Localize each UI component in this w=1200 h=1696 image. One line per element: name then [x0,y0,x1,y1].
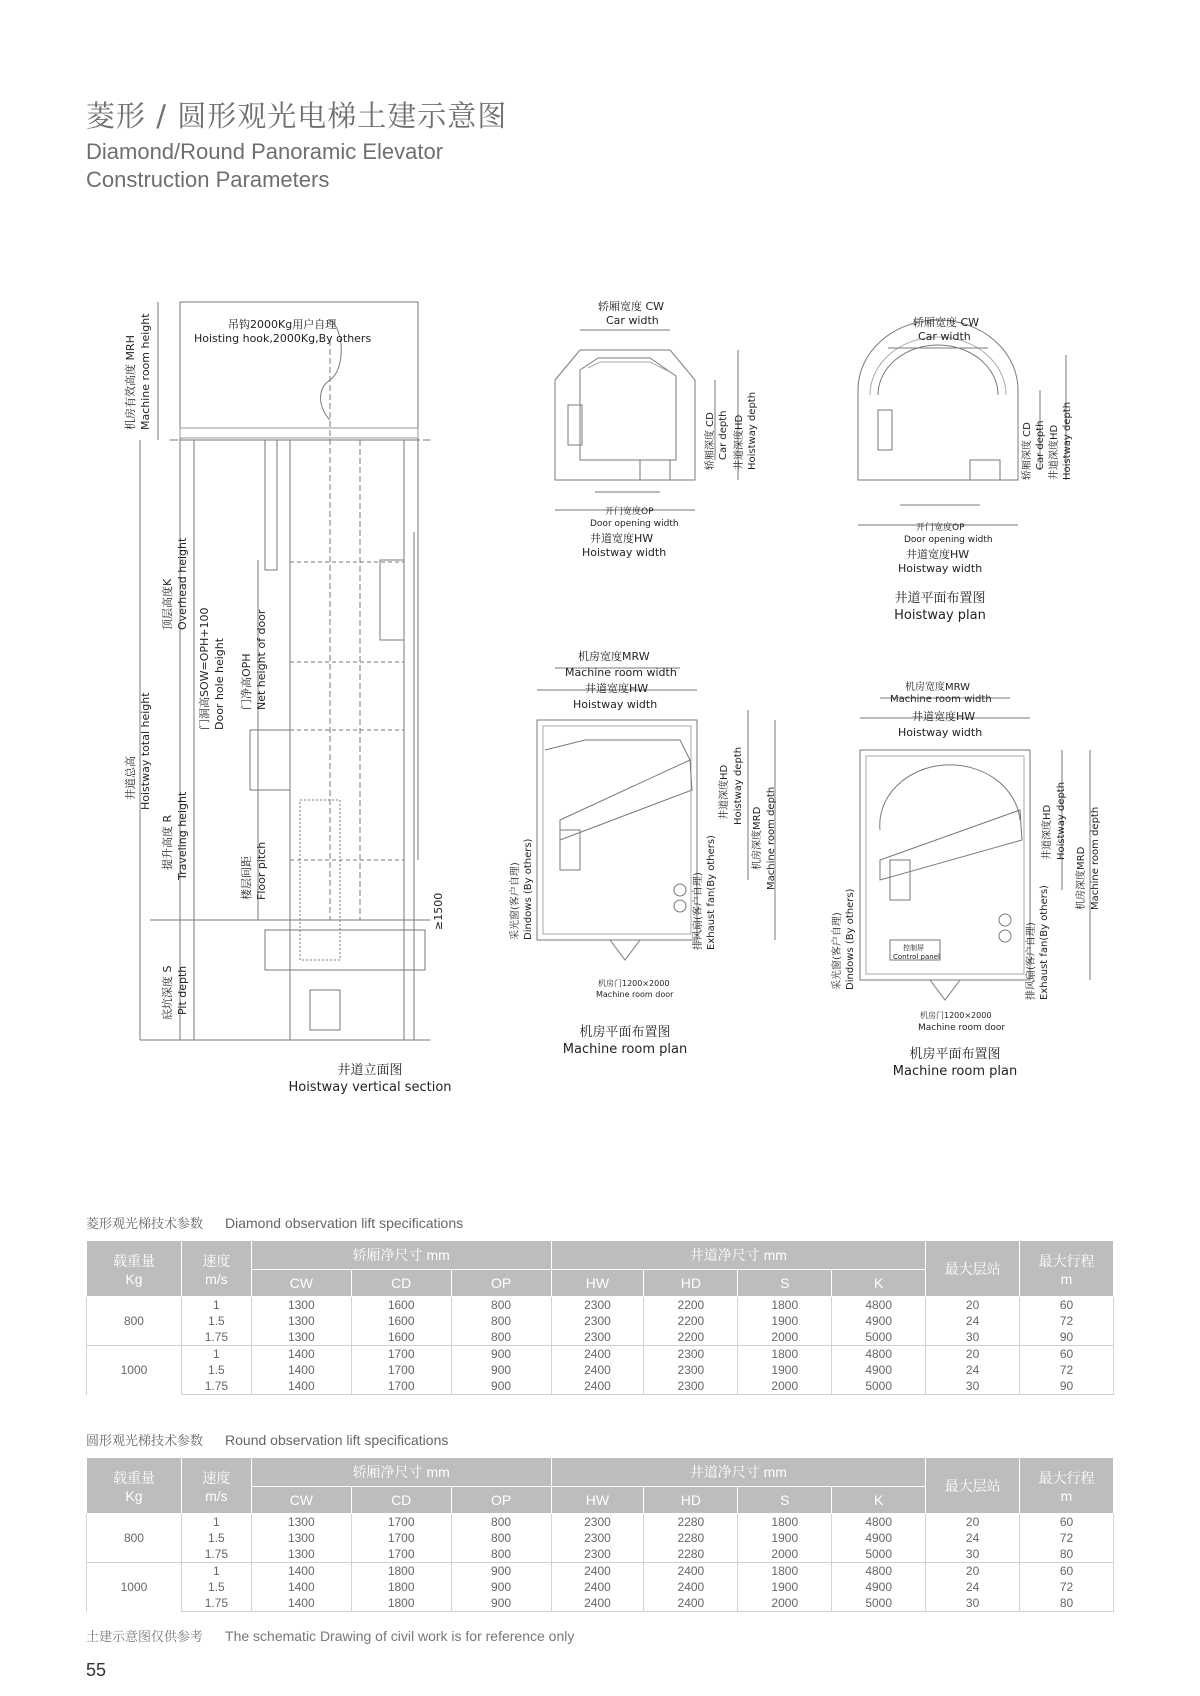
hoistway-plan-caption-en: Hoistway plan [894,608,986,623]
table-cell: 1600 [351,1313,451,1329]
dmr-window-label-cn: 采光窗(客户自理) [510,862,521,940]
table-cell: 1300 [251,1530,351,1546]
diamond-cd-label-en: Car depth [718,410,729,460]
table-cell: 2400 [644,1563,738,1580]
round-cd-label-en: Car depth [1035,420,1046,470]
table-cell: 1700 [351,1346,451,1363]
header-load-unit: Kg [125,1270,143,1287]
table-cell: 1400 [251,1346,351,1363]
header-speed [181,1241,251,1297]
table-cell: 5000 [832,1329,926,1346]
table-cell: 5000 [832,1546,926,1563]
header-speed-label: 速度 [202,1469,231,1486]
pit-depth-label-cn: 底坑深度 S [161,965,174,1020]
header-load-label: 载重量 [112,1469,155,1486]
travel-height-label-en: Traveling height [176,791,189,880]
door-hole-label-en: Door hole height [213,637,226,730]
table-cell: 2300 [644,1378,738,1395]
dmr-mrw-label-cn: 机房宽度MRW [578,650,650,663]
dmr-window-label-en: Dindows (By others) [523,838,534,940]
hook-label-en: Hoisting hook,2000Kg,By others [194,332,372,345]
table-cell: 30 [926,1329,1020,1346]
header-car-group: 轿厢净尺寸 mm [251,1241,551,1270]
header-col-hd: HD [644,1270,738,1297]
header-col-s: S [738,1270,832,1297]
table-cell: 5000 [832,1378,926,1395]
table-cell: 2400 [644,1579,738,1595]
table-cell: 20 [926,1297,1020,1314]
table-cell: 800 [451,1530,551,1546]
page-title-en-line2: Construction Parameters [86,167,330,192]
diamond-table-title [86,1213,463,1232]
table-cell: 800 [451,1546,551,1563]
table-cell: 1.75 [181,1378,251,1395]
table-cell: 1400 [251,1362,351,1378]
diamond-spec-table [86,1240,1114,1395]
diamond-table-title-cn: 菱形观光梯技术参数 [86,1216,204,1231]
hook-label-cn: 吊钩2000Kg用户自理 [228,318,337,331]
rmr-window-label-en: Dindows (By others) [845,888,856,990]
table-cell: 2400 [551,1563,644,1580]
table-cell: 72 [1020,1362,1114,1378]
table-row [87,1530,1114,1546]
hoistway-plan-caption [880,590,1000,624]
table-cell: 900 [451,1378,551,1395]
door-net-label-cn: 门净高OPH [240,653,253,710]
rmr-panel-label-en: Control panel [893,953,940,961]
table-cell: 5000 [832,1595,926,1612]
rmr-door-label-en: Machine room door [918,1023,1006,1033]
rmr-window-label-cn: 采光窗(客户自理) [832,912,843,990]
page-number: 55 [86,1660,107,1680]
round-table-title [86,1430,448,1449]
header-hoist-group: 井道净尺寸 mm [551,1458,926,1487]
table-cell: 2400 [644,1595,738,1612]
header-col-k: K [832,1270,926,1297]
rmr-hd-label-cn: 井道深度HD [1042,804,1053,860]
table-cell: 2200 [644,1297,738,1314]
hoistway-vertical-section [140,302,430,1040]
table-cell: 30 [926,1546,1020,1563]
table-cell: 800 [451,1297,551,1314]
diamond-machine-room-caption-en: Machine room plan [562,1042,688,1057]
table-cell: 1700 [351,1378,451,1395]
header-col-op: OP [451,1487,551,1514]
header-col-cw: CW [251,1270,351,1297]
table-cell: 30 [926,1595,1020,1612]
table-cell: 1900 [738,1579,832,1595]
table-cell: 1300 [251,1546,351,1563]
table-cell: 900 [451,1362,551,1378]
dmr-door-label-cn: 机房门1200×2000 [598,979,670,988]
table-cell: 1.5 [181,1530,251,1546]
header-col-cd: CD [351,1270,451,1297]
table-cell: 1800 [738,1346,832,1363]
table-cell: 60 [1020,1297,1114,1314]
table-cell: 1.5 [181,1362,251,1378]
table-row [87,1546,1114,1563]
table-cell: 80 [1020,1595,1114,1612]
rmr-door-label-cn: 机房门1200×2000 [920,1011,992,1020]
header-speed-unit: m/s [205,1487,228,1504]
section-caption-cn: 井道立面图 [337,1063,403,1078]
header-speed-unit: m/s [205,1270,228,1287]
table-cell: 1700 [351,1530,451,1546]
header-travel-label: 最大行程 [1038,1252,1095,1269]
round-hd-label-cn: 井道深度HD [1049,424,1060,480]
table-cell: 1900 [738,1530,832,1546]
table-cell: 1.5 [181,1579,251,1595]
floor-pitch-label-en: Floor pitch [255,841,268,900]
table-cell: 2280 [644,1546,738,1563]
round-cw-label-en: Car width [918,330,971,343]
table-cell: 60 [1020,1514,1114,1531]
overhead-label-en: Overhead height [176,537,189,630]
dmr-hw-label-cn: 井道宽度HW [585,682,649,695]
header-floors: 最大层站 [926,1458,1020,1514]
dmr-mrd-label-en: Machine room depth [766,786,777,890]
header-speed [181,1458,251,1514]
table-cell: 1400 [251,1595,351,1612]
table-cell: 2000 [738,1378,832,1395]
dmr-mrw-label-en: Machine room width [565,666,677,679]
round-hw-label-cn: 井道宽度HW [906,548,970,561]
table-row [87,1329,1114,1346]
table-cell: 800 [451,1329,551,1346]
diamond-op-label-cn: 开门宽度OP [605,507,654,517]
diamond-hw-label-cn: 井道宽度HW [590,532,654,545]
table-cell: 4900 [832,1530,926,1546]
table-cell: 800 [451,1313,551,1329]
table-cell: 1300 [251,1329,351,1346]
header-col-cd: CD [351,1487,451,1514]
round-table-title-en: Round observation lift specifications [225,1432,449,1448]
overhead-label-cn: 顶层高度K [161,578,174,630]
table-cell: 2300 [644,1346,738,1363]
diamond-cw-label-en: Car width [606,314,659,327]
table-cell: 30 [926,1378,1020,1395]
total-height-label-en: Hoistway total height [139,692,152,810]
table-cell: 24 [926,1362,1020,1378]
table-cell: 1600 [351,1297,451,1314]
dmr-door-label-en: Machine room door [596,990,674,999]
table-cell: 2300 [551,1530,644,1546]
dmr-mrd-label-cn: 机房深度MRD [752,806,763,870]
table-cell: 1800 [351,1579,451,1595]
table-cell: 1900 [738,1362,832,1378]
table-cell: 2000 [738,1329,832,1346]
table-cell: 1700 [351,1546,451,1563]
table-cell: 72 [1020,1579,1114,1595]
table-cell: 2300 [551,1313,644,1329]
header-speed-label: 速度 [202,1252,231,1269]
table-cell: 1800 [738,1297,832,1314]
header-col-op: OP [451,1270,551,1297]
table-cell: 1300 [251,1313,351,1329]
table-cell: 72 [1020,1313,1114,1329]
table-cell: 1 [181,1514,251,1531]
table-cell: 2280 [644,1530,738,1546]
table-cell: 1300 [251,1514,351,1531]
diamond-machine-room-caption [560,1024,690,1058]
table-cell: 1800 [738,1514,832,1531]
table-cell: 1400 [251,1378,351,1395]
table-cell: 2400 [551,1346,644,1363]
table-cell: 2300 [551,1546,644,1563]
round-op-label-cn: 开门宽度OP [916,523,965,533]
rmr-hd-label-en: Hoistway depth [1056,781,1067,860]
table-cell: 4800 [832,1563,926,1580]
page-title-en [86,138,443,194]
table-cell: 60 [1020,1563,1114,1580]
diamond-hd-label-en: Hoistway depth [747,391,758,470]
rmr-mrd-label-en: Machine room depth [1090,806,1101,910]
header-load [87,1458,182,1514]
travel-height-label-cn: 提升高度 R [161,814,174,870]
rmr-hw-label-cn: 井道宽度HW [912,710,976,723]
table-cell: 1700 [351,1362,451,1378]
table-cell: 2000 [738,1595,832,1612]
round-machine-room-caption-cn: 机房平面布置图 [909,1047,1001,1062]
table-cell: 1800 [351,1563,451,1580]
table-cell: 4900 [832,1362,926,1378]
table-cell: 1400 [251,1563,351,1580]
table-row [87,1346,1114,1363]
table-cell: 2300 [551,1297,644,1314]
diamond-cw-label-cn: 轿厢宽度 CW [598,300,665,313]
table-cell: 900 [451,1595,551,1612]
table-cell: 2000 [738,1546,832,1563]
round-table-title-cn: 圆形观光梯技术参数 [86,1433,204,1448]
footnote-cn: 土建示意图仅供参考 [86,1629,204,1644]
header-floors: 最大层站 [926,1241,1020,1297]
round-op-label-en: Door opening width [904,535,993,545]
table-cell: 90 [1020,1329,1114,1346]
pit-depth-label-en: Pit depth [176,965,189,1015]
rmr-mrd-label-cn: 机房深度MRD [1076,846,1087,910]
page-title-cn: 菱形 / 圆形观光电梯土建示意图 [86,99,508,133]
table-row [87,1362,1114,1378]
header-col-hw: HW [551,1487,644,1514]
table-cell: 1.75 [181,1546,251,1563]
table-cell: 2200 [644,1329,738,1346]
diamond-machine-room-caption-cn: 机房平面布置图 [579,1025,671,1040]
table-row [87,1514,1114,1531]
table-cell: 90 [1020,1378,1114,1395]
table-cell: 20 [926,1346,1020,1363]
footnote-en: The schematic Drawing of civil work is for reference only [225,1628,575,1644]
table-cell: 20 [926,1563,1020,1580]
round-machine-room-caption [890,1046,1020,1080]
diamond-hw-label-en: Hoistway width [582,546,667,559]
total-height-label-cn: 井道总高 [124,756,137,800]
page-title-en-line1: Diamond/Round Panoramic Elevator [86,139,444,164]
header-car-group: 轿厢净尺寸 mm [251,1458,551,1487]
table-cell: 1800 [738,1563,832,1580]
table-row [87,1563,1114,1580]
load-cell: 800 [87,1514,182,1563]
round-hd-label-en: Hoistway depth [1062,401,1073,480]
floor-pitch-label-cn: 楼层间距 [240,856,253,900]
table-cell: 1600 [351,1329,451,1346]
table-cell: 1900 [738,1313,832,1329]
rmr-mrw-label-en: Machine room width [890,694,992,705]
table-cell: 4800 [832,1297,926,1314]
table-cell: 2400 [551,1362,644,1378]
table-cell: 2280 [644,1514,738,1531]
table-cell: 2300 [644,1362,738,1378]
diamond-op-label-en: Door opening width [590,519,679,529]
header-col-hd: HD [644,1487,738,1514]
rmr-hw-label-en: Hoistway width [898,726,983,739]
header-col-k: K [832,1487,926,1514]
table-cell: 900 [451,1346,551,1363]
table-cell: 2400 [551,1579,644,1595]
table-cell: 20 [926,1514,1020,1531]
table-row [87,1378,1114,1395]
header-travel-unit: m [1060,1270,1073,1287]
table-cell: 900 [451,1563,551,1580]
table-cell: 1800 [351,1595,451,1612]
table-cell: 2400 [551,1595,644,1612]
rmr-panel-label-cn: 控制屏 [903,944,924,952]
table-cell: 4900 [832,1579,926,1595]
section-caption-en: Hoistway vertical section [288,1080,452,1095]
rmr-fan-label-cn: 排风扇(客户自理) [1026,922,1037,1000]
table-cell: 4900 [832,1313,926,1329]
section-caption [270,1062,470,1096]
table-cell: 900 [451,1579,551,1595]
table-cell: 2200 [644,1313,738,1329]
dmr-fan-label-cn: 排风扇(客户自理) [693,872,704,950]
table-cell: 1.75 [181,1329,251,1346]
mrh-label-cn: 机房有效高度 MRH [124,335,137,430]
header-load-unit: Kg [125,1487,143,1504]
min-dimension-label: ≥1500 [432,892,445,930]
table-cell: 1400 [251,1579,351,1595]
header-travel-label: 最大行程 [1038,1469,1095,1486]
table-cell: 72 [1020,1530,1114,1546]
table-cell: 1300 [251,1297,351,1314]
diamond-table-title-en: Diamond observation lift specifications [225,1215,464,1231]
header-travel [1020,1241,1114,1297]
header-load-label: 载重量 [112,1252,155,1269]
rmr-fan-label-en: Exhaust fan(By others) [1039,885,1050,1000]
load-cell: 1000 [87,1563,182,1612]
header-load [87,1241,182,1297]
round-machine-room-caption-en: Machine room plan [892,1064,1018,1079]
table-cell: 24 [926,1530,1020,1546]
table-row [87,1579,1114,1595]
hoistway-plan-caption-cn: 井道平面布置图 [894,591,986,606]
dmr-hw-label-en: Hoistway width [573,698,658,711]
table-row [87,1313,1114,1329]
table-cell: 2300 [551,1514,644,1531]
table-cell: 1.5 [181,1313,251,1329]
table-cell: 2400 [551,1378,644,1395]
table-cell: 1 [181,1346,251,1363]
round-cw-label-cn: 轿厢宽度 CW [913,316,980,329]
table-row [87,1297,1114,1314]
load-cell: 1000 [87,1346,182,1395]
header-hoist-group: 井道净尺寸 mm [551,1241,926,1270]
door-net-label-en: Net height of door [255,609,268,710]
dmr-hd-label-en: Hoistway depth [733,746,744,825]
table-cell: 60 [1020,1346,1114,1363]
table-cell: 1700 [351,1514,451,1531]
header-travel-unit: m [1060,1487,1073,1504]
dmr-fan-label-en: Exhaust fan(By others) [706,835,717,950]
load-cell: 800 [87,1297,182,1346]
door-hole-label-cn: 门洞高SOW=OPH+100 [198,607,211,730]
table-cell: 80 [1020,1546,1114,1563]
table-cell: 1 [181,1563,251,1580]
table-cell: 1 [181,1297,251,1314]
table-cell: 1.75 [181,1595,251,1612]
table-cell: 800 [451,1514,551,1531]
table-cell: 4800 [832,1514,926,1531]
round-hw-label-en: Hoistway width [898,562,983,575]
round-cd-label-cn: 轿厢深度 CD [1022,422,1033,480]
diamond-hd-label-cn: 井道深度HD [734,414,745,470]
header-travel [1020,1458,1114,1514]
table-row [87,1595,1114,1612]
header-col-hw: HW [551,1270,644,1297]
mrh-label-en: Machine room height [139,313,152,430]
header-col-cw: CW [251,1487,351,1514]
table-cell: 4800 [832,1346,926,1363]
table-cell: 2300 [551,1329,644,1346]
round-spec-table [86,1457,1114,1612]
rmr-mrw-label-cn: 机房宽度MRW [905,682,971,693]
header-col-s: S [738,1487,832,1514]
construction-drawings [0,300,1200,1100]
table-cell: 24 [926,1313,1020,1329]
dmr-hd-label-cn: 井道深度HD [719,764,730,820]
diamond-cd-label-cn: 轿厢深度 CD [705,412,716,470]
table-cell: 24 [926,1579,1020,1595]
footnote [86,1626,574,1645]
